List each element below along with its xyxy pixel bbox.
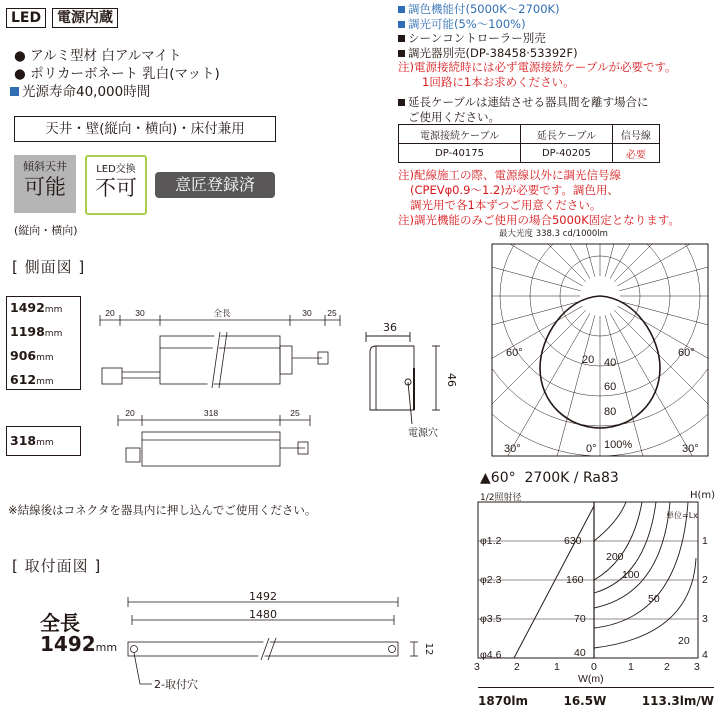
dim-label: 20 (125, 408, 135, 418)
watts: 16.5W (563, 694, 607, 708)
slope-note: (縦向・横向) (14, 224, 78, 237)
length-item: 612mm (10, 372, 54, 387)
slope-badge: 傾斜天井 可能 (14, 155, 76, 213)
spec-item: シーンコントローラー別売 (398, 31, 677, 46)
radial-label: 60 (604, 381, 617, 393)
table-header: 電源接続ケーブル (399, 125, 521, 144)
dim-label: 12 (423, 642, 434, 656)
w-tick: 1 (628, 661, 634, 673)
length-item: 906mm (10, 348, 54, 363)
note-power-cable: 注)電源接続時には必ず電源接続ケーブルが必要です。 (398, 60, 677, 74)
angle-label: 0° (586, 443, 597, 455)
side-view-drawing (90, 306, 350, 476)
w-axis-label: W(m) (578, 673, 604, 685)
dim-label: 20 (105, 308, 115, 318)
diameter-label: φ1.2 (480, 535, 502, 547)
h-tick: 3 (702, 613, 708, 625)
lux-label: 70 (574, 613, 586, 625)
table-cell: DP-40175 (399, 144, 521, 163)
polar-grid-ray (617, 306, 720, 396)
polar-distribution-chart (486, 238, 714, 462)
note-power-cable-2: 1回路に1本お求めください。 (422, 74, 575, 89)
radial-label: 40 (604, 357, 617, 369)
side-view-title: [ 側面図 ] (12, 258, 86, 276)
length-item: 1492mm (10, 300, 63, 315)
cable-table (398, 124, 660, 163)
led-swap-badge: LED交換 不可 (85, 155, 147, 215)
h-tick: 4 (702, 649, 708, 661)
mount-types: 天井・壁(縦向・横向)・床付兼用 (14, 116, 276, 142)
wiring-notes: 注)配線施工の際、電源線以外に調光信号線 (CPEVφ0.9〜1.2)が必要です。調色用、 調光用で各1本ずつご用意ください。 注)調光機能のみご使用の場合5000K固定となります。 (398, 168, 680, 227)
performance-bar (478, 687, 714, 714)
table-header: 延長ケーブル (521, 125, 613, 144)
builtin-power-tag: 電源内蔵 (52, 8, 118, 28)
angle-label: 30° (504, 443, 521, 455)
lumens: 1870lm (478, 694, 529, 708)
polar-grid-ray (605, 315, 652, 489)
lux-label: 200 (606, 551, 624, 563)
power-hole-label: 電源穴 (408, 428, 438, 439)
w-tick: 0 (591, 661, 597, 673)
connector-note: ※結線後はコネクタを器具内に押し込んでご使用ください。 (8, 503, 317, 517)
lux-label: 160 (566, 574, 584, 586)
lux-label: 630 (564, 535, 582, 547)
h-tick: 1 (702, 535, 708, 547)
w-tick: 3 (474, 661, 480, 673)
table-header: 信号線 (612, 125, 659, 144)
dim-label: 30 (302, 308, 312, 318)
half-diameter-label: 1/2照射径 (480, 493, 522, 503)
dim-label: 25 (290, 408, 300, 418)
height-label: 46 (445, 373, 458, 387)
w-tick: 2 (664, 661, 670, 673)
polar-grid-ray (407, 244, 581, 291)
polar-grid-ray (548, 315, 595, 489)
lifetime: 光源寿命40,000時間 (10, 80, 150, 100)
angle-label: 60° (678, 347, 695, 359)
polar-grid-ray (619, 244, 720, 291)
w-tick: 3 (694, 661, 700, 673)
dim-label: 全長 (213, 308, 231, 318)
table-cell: DP-40205 (521, 144, 613, 163)
max-intensity: 最大光度 338.3 cd/1000lm (499, 229, 608, 239)
dim-label: 1480 (249, 608, 277, 621)
note-extension-2: ご使用ください。 (408, 109, 500, 124)
feature-item: ● アルミ型材 白アルマイト (14, 48, 182, 64)
cross-section-drawing (352, 320, 458, 440)
w-tick: 2 (514, 661, 520, 673)
diameter-label: φ3.5 (480, 613, 502, 625)
radial-label: 100% (604, 439, 633, 451)
dim-label: 318 (203, 408, 219, 418)
dim-label: 30 (135, 308, 145, 318)
short-length: 318mm (6, 426, 81, 456)
feature-item: ● ポリカーボネート 乳白(マット) (14, 66, 220, 82)
length-item: 1198mm (10, 324, 63, 339)
h-axis-label: H(m) (690, 490, 716, 501)
mount-view-title: [ 取付面図 ] (12, 557, 102, 575)
unit-label: 単位=Lx (666, 511, 698, 520)
mount-hole-label: 2-取付穴 (154, 678, 198, 691)
diameter-label: φ4.6 (480, 649, 502, 661)
design-registered-badge: 意匠登録済 (155, 172, 275, 198)
radial-label: 80 (604, 406, 617, 418)
beam-spread-chart (466, 498, 720, 684)
led-tag: LED (6, 8, 46, 28)
dim-label: 25 (327, 308, 337, 318)
w-tick: 1 (554, 661, 560, 673)
length-list (6, 296, 81, 390)
table-row (399, 144, 660, 163)
lux-label: 50 (648, 593, 660, 605)
spec-item: 調光可能(5%〜100%) (398, 17, 677, 32)
width-label: 36 (383, 321, 397, 334)
polar-grid-ray (619, 301, 720, 348)
h-tick: 2 (702, 574, 708, 586)
mount-view-drawing (118, 592, 438, 702)
note-extension: 延長ケーブルは連結させる器具間を離す場合に (398, 95, 677, 110)
radial-label: 20 (582, 354, 595, 366)
lux-label: 40 (574, 647, 586, 659)
beam-header: ▲60° 2700K / Ra83 (480, 470, 619, 486)
spec-list (398, 2, 677, 124)
spec-item: 調光器別売(DP-38458·53392F) (398, 46, 677, 61)
efficacy: 113.3lm/W (641, 694, 714, 708)
angle-label: 30° (682, 443, 699, 455)
angle-label: 60° (506, 347, 523, 359)
table-row (399, 125, 660, 144)
diameter-label: φ2.3 (480, 574, 502, 586)
total-length-value: 1492mm (40, 632, 118, 656)
table-cell: 必要 (612, 144, 659, 163)
lux-label: 100 (622, 569, 640, 581)
spec-item: 調色機能付(5000K〜2700K) (398, 2, 677, 17)
lux-label: 20 (678, 635, 690, 647)
total-length-label: 全長 (40, 611, 80, 635)
dim-label: 1492 (249, 590, 277, 603)
